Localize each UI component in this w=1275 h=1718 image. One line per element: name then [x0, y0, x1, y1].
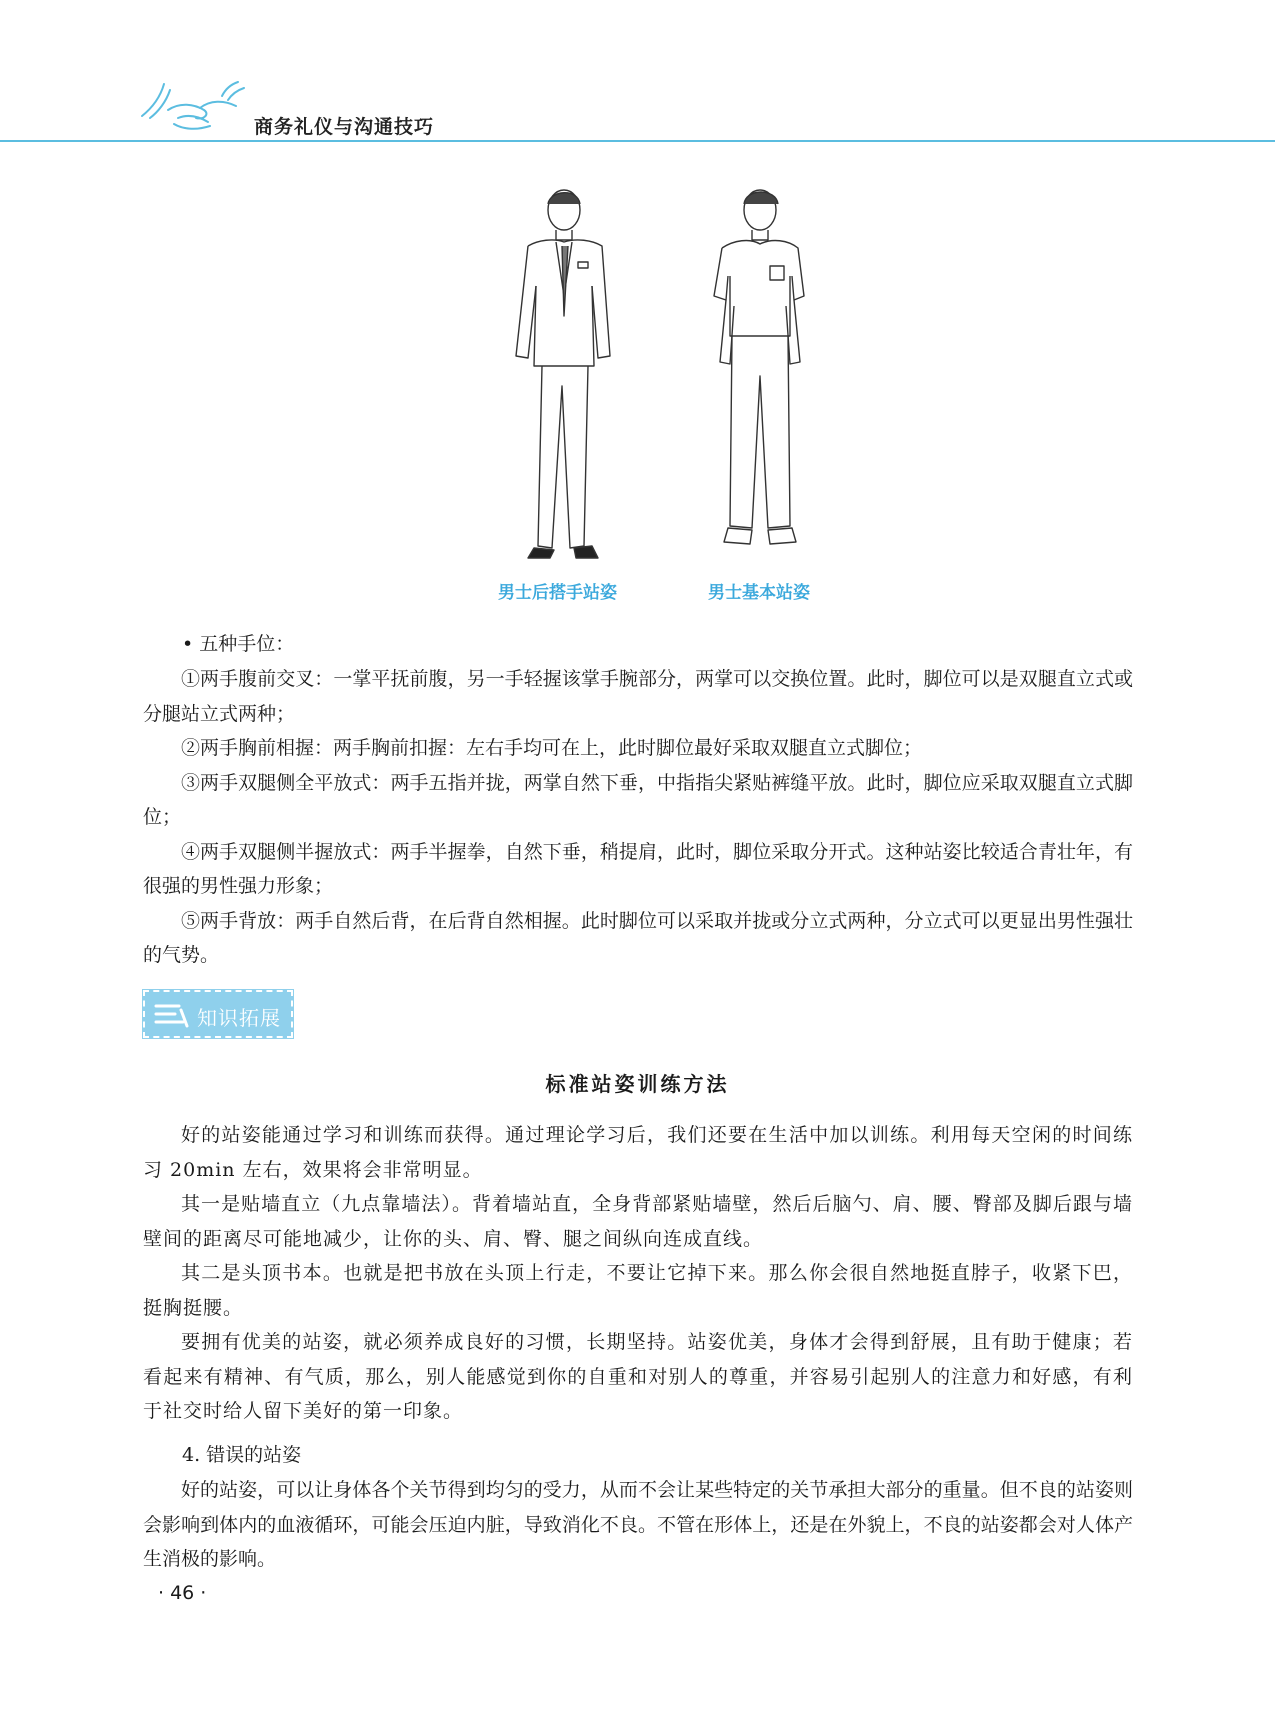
book-lines-icon — [153, 1000, 191, 1030]
paragraph: 要拥有优美的站姿，就必须养成良好的习惯，长期坚持。站姿优美，身体才会得到舒展，且有助于健康；若看起来有精神、有气质，那么，别人能感觉到你的自重和对别人的尊重，并容易引起别人的注意力和好感，有利于社交时给人留下美好的第一印象。 — [143, 1331, 1133, 1422]
man-suit-hands-behind-illustration — [498, 186, 628, 566]
figure-caption: 男士后搭手站姿 — [498, 583, 617, 603]
handshake-logo-icon — [138, 78, 248, 138]
figure-caption: 男士基本站姿 — [708, 583, 810, 603]
hand-positions-section — [143, 662, 1133, 973]
paragraph: 好的站姿能通过学习和训练而获得。通过理论学习后，我们还要在生活中加以训练。利用每天空闲的时间练习 20min 左右，效果将会非常明显。 — [143, 1124, 1133, 1181]
knowledge-extension-label: 知识拓展 — [197, 1006, 281, 1030]
paragraph: ②两手胸前相握：两手胸前扣握：左右手均可在上，此时脚位最好采取双腿直立式脚位； — [181, 737, 923, 759]
book-title: 商务礼仪与沟通技巧 — [254, 116, 435, 138]
wrong-posture-section — [143, 1473, 1133, 1577]
section-heading: • 五种手位： — [182, 633, 295, 655]
paragraph: ④两手双腿侧半握放式：两手半握拳，自然下垂，稍提肩，此时，脚位采取分开式。这种站姿比较适合青壮年，有很强的男性强力形象； — [143, 840, 1133, 897]
knowledge-section — [143, 1118, 1133, 1429]
knowledge-heading: 标准站姿训练方法 — [545, 1072, 730, 1096]
knowledge-extension-badge — [143, 990, 293, 1038]
man-shirt-basic-stance-illustration — [700, 186, 820, 566]
paragraph: 其二是头顶书本。也就是把书放在头顶上行走，不要让它掉下来。那么你会很自然地挺直脖子，收紧下巴，挺胸挺腰。 — [143, 1262, 1133, 1319]
page-number: · 46 · — [158, 1582, 207, 1604]
header-divider — [0, 140, 1275, 142]
paragraph: ⑤两手背放：两手自然后背，在后背自然相握。此时脚位可以采取并拢或分立式两种，分立式可以更显出男性强壮的气势。 — [143, 909, 1133, 966]
paragraph: ③两手双腿侧全平放式：两手五指并拢，两掌自然下垂，中指指尖紧贴裤缝平放。此时，脚位应采取双腿直立式脚位； — [143, 771, 1133, 828]
paragraph: ①两手腹前交叉：一掌平抚前腹，另一手轻握该掌手腕部分，两掌可以交换位置。此时，脚位可以是双腿直立式或分腿站立式两种； — [143, 668, 1133, 725]
section-heading: 4. 错误的站姿 — [182, 1444, 302, 1466]
paragraph: 好的站姿，可以让身体各个关节得到均匀的受力，从而不会让某些特定的关节承担大部分的重量。但不良的站姿则会影响到体内的血液循环，可能会压迫内脏，导致消化不良。不管在形体上，还是在外貌上，不良的站姿都会对人体产生消极的影响。 — [143, 1479, 1133, 1570]
paragraph: 其一是贴墙直立（九点靠墙法）。背着墙站直，全身背部紧贴墙壁，然后后脑勺、肩、腰、臀部及脚后跟与墙壁间的距离尽可能地减少，让你的头、肩、臀、腿之间纵向连成直线。 — [143, 1193, 1133, 1250]
page-header — [0, 0, 1275, 150]
